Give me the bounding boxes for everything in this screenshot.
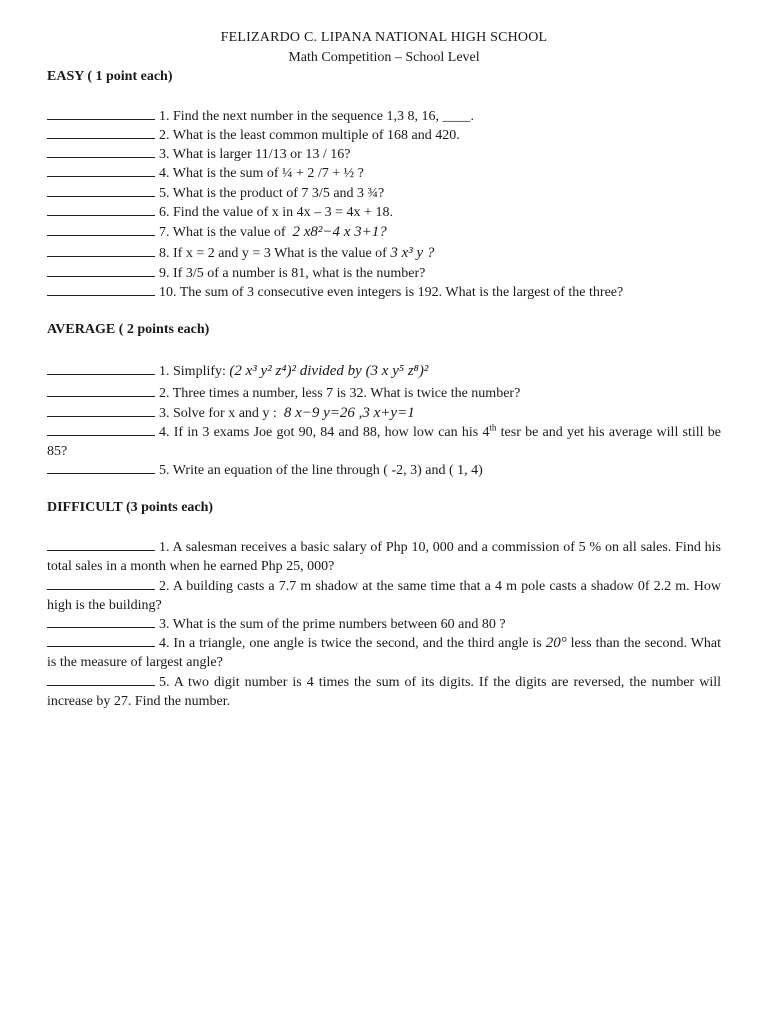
answer-blank[interactable] bbox=[47, 404, 155, 417]
easy-question-7 bbox=[47, 223, 721, 242]
answer-blank[interactable] bbox=[47, 283, 155, 296]
easy-heading: EASY ( 1 point each) bbox=[47, 69, 173, 84]
answer-blank[interactable] bbox=[47, 164, 155, 177]
answer-blank[interactable] bbox=[47, 615, 155, 628]
question-text: 5. A two digit number is 4 times the sum of its digits. If the digits are reversed, the number will increase by 27. Find the number. bbox=[47, 675, 721, 710]
difficult-question-2 bbox=[47, 577, 721, 616]
question-text: 1. Simplify: bbox=[159, 364, 226, 379]
question-text: 5. Write an equation of the line through ( -2, 3) and ( 1, 4) bbox=[159, 463, 483, 478]
answer-blank[interactable] bbox=[47, 577, 155, 590]
difficult-question-3 bbox=[47, 615, 721, 634]
easy-question-5 bbox=[47, 184, 721, 203]
average-question-5 bbox=[47, 461, 721, 480]
answer-blank[interactable] bbox=[47, 538, 155, 551]
question-text: 10. The sum of 3 consecutive even integers is 192. What is the largest of the three? bbox=[159, 285, 624, 300]
answer-blank[interactable] bbox=[47, 244, 155, 257]
math-expression: 2 x8²−4 x 3+1? bbox=[292, 224, 387, 240]
ordinal-suffix: th bbox=[489, 422, 497, 433]
question-text: 3. What is larger 11/13 or 13 / 16? bbox=[159, 147, 351, 162]
answer-blank[interactable] bbox=[47, 126, 155, 139]
question-text: 7. What is the value of bbox=[159, 225, 286, 240]
difficult-question-4 bbox=[47, 634, 721, 673]
question-text-cont: less than the second. What is the measure of largest angle? bbox=[47, 636, 722, 671]
math-expression: 3 x³ y ? bbox=[390, 245, 435, 261]
easy-question-4 bbox=[47, 164, 721, 183]
question-text: 2. A building casts a 7.7 m shadow at the same time that a 4 m pole casts a shadow 0f 2.2 m. How high is the building? bbox=[47, 579, 721, 614]
question-text: 5. What is the product of 7 3/5 and 3 ¾? bbox=[159, 186, 385, 201]
easy-question-8 bbox=[47, 244, 721, 263]
question-text: 4. In a triangle, one angle is twice the second, and the third angle is bbox=[159, 636, 542, 651]
question-text: 8. If x = 2 and y = 3 What is the value of bbox=[159, 246, 387, 261]
easy-question-1 bbox=[47, 107, 721, 126]
answer-blank[interactable] bbox=[47, 634, 155, 647]
math-expression: 8 x−9 y=26 ,3 x+y=1 bbox=[283, 405, 415, 421]
easy-question-10 bbox=[47, 283, 721, 302]
question-text-cont: tesr be and yet his average will still be 85? bbox=[47, 425, 721, 460]
question-text: 9. If 3/5 of a number is 81, what is the number? bbox=[159, 266, 426, 281]
question-text: 1. Find the next number in the sequence 1,3 8, 16, ____. bbox=[159, 109, 474, 124]
answer-blank[interactable] bbox=[47, 223, 155, 236]
easy-question-6 bbox=[47, 203, 721, 222]
answer-blank[interactable] bbox=[47, 423, 155, 436]
answer-blank[interactable] bbox=[47, 184, 155, 197]
difficult-question-1 bbox=[47, 538, 721, 577]
easy-question-9 bbox=[47, 264, 721, 283]
answer-blank[interactable] bbox=[47, 362, 155, 375]
answer-blank[interactable] bbox=[47, 145, 155, 158]
average-question-3 bbox=[47, 404, 721, 423]
question-text: 2. What is the least common multiple of 168 and 420. bbox=[159, 128, 460, 143]
easy-question-2 bbox=[47, 126, 721, 145]
question-text: 6. Find the value of x in 4x – 3 = 4x + 18. bbox=[159, 205, 393, 220]
question-text: 3. What is the sum of the prime numbers between 60 and 80 ? bbox=[159, 617, 506, 632]
question-text: 4. What is the sum of ¼ + 2 /7 + ½ ? bbox=[159, 166, 364, 181]
average-heading: AVERAGE ( 2 points each) bbox=[47, 322, 210, 337]
answer-blank[interactable] bbox=[47, 107, 155, 120]
school-name: FELIZARDO C. LIPANA NATIONAL HIGH SCHOOL bbox=[220, 30, 548, 45]
question-text: 2. Three times a number, less 7 is 32. What is twice the number? bbox=[159, 386, 521, 401]
easy-question-3 bbox=[47, 145, 721, 164]
question-text: 4. If in 3 exams Joe got 90, 84 and 88, how low can his 4 bbox=[159, 425, 490, 440]
answer-blank[interactable] bbox=[47, 673, 155, 686]
average-question-1 bbox=[47, 362, 721, 381]
question-text: 1. A salesman receives a basic salary of Php 10, 000 and a commission of 5 % on all sales. Find his total sales in a month when he earned Php 25, 000? bbox=[47, 540, 721, 575]
answer-blank[interactable] bbox=[47, 461, 155, 474]
answer-blank[interactable] bbox=[47, 384, 155, 397]
competition-subtitle: Math Competition – School Level bbox=[288, 50, 480, 65]
answer-blank[interactable] bbox=[47, 264, 155, 277]
average-question-4 bbox=[47, 423, 721, 462]
difficult-question-5 bbox=[47, 673, 721, 712]
answer-blank[interactable] bbox=[47, 203, 155, 216]
question-text: 3. Solve for x and y : bbox=[159, 406, 277, 421]
difficult-heading: DIFFICULT (3 points each) bbox=[47, 500, 214, 515]
average-question-2 bbox=[47, 384, 721, 403]
math-expression: (2 x³ y² z⁴)² divided by (3 x y⁵ z⁸)² bbox=[229, 363, 429, 379]
math-expression: 20° bbox=[545, 635, 567, 651]
